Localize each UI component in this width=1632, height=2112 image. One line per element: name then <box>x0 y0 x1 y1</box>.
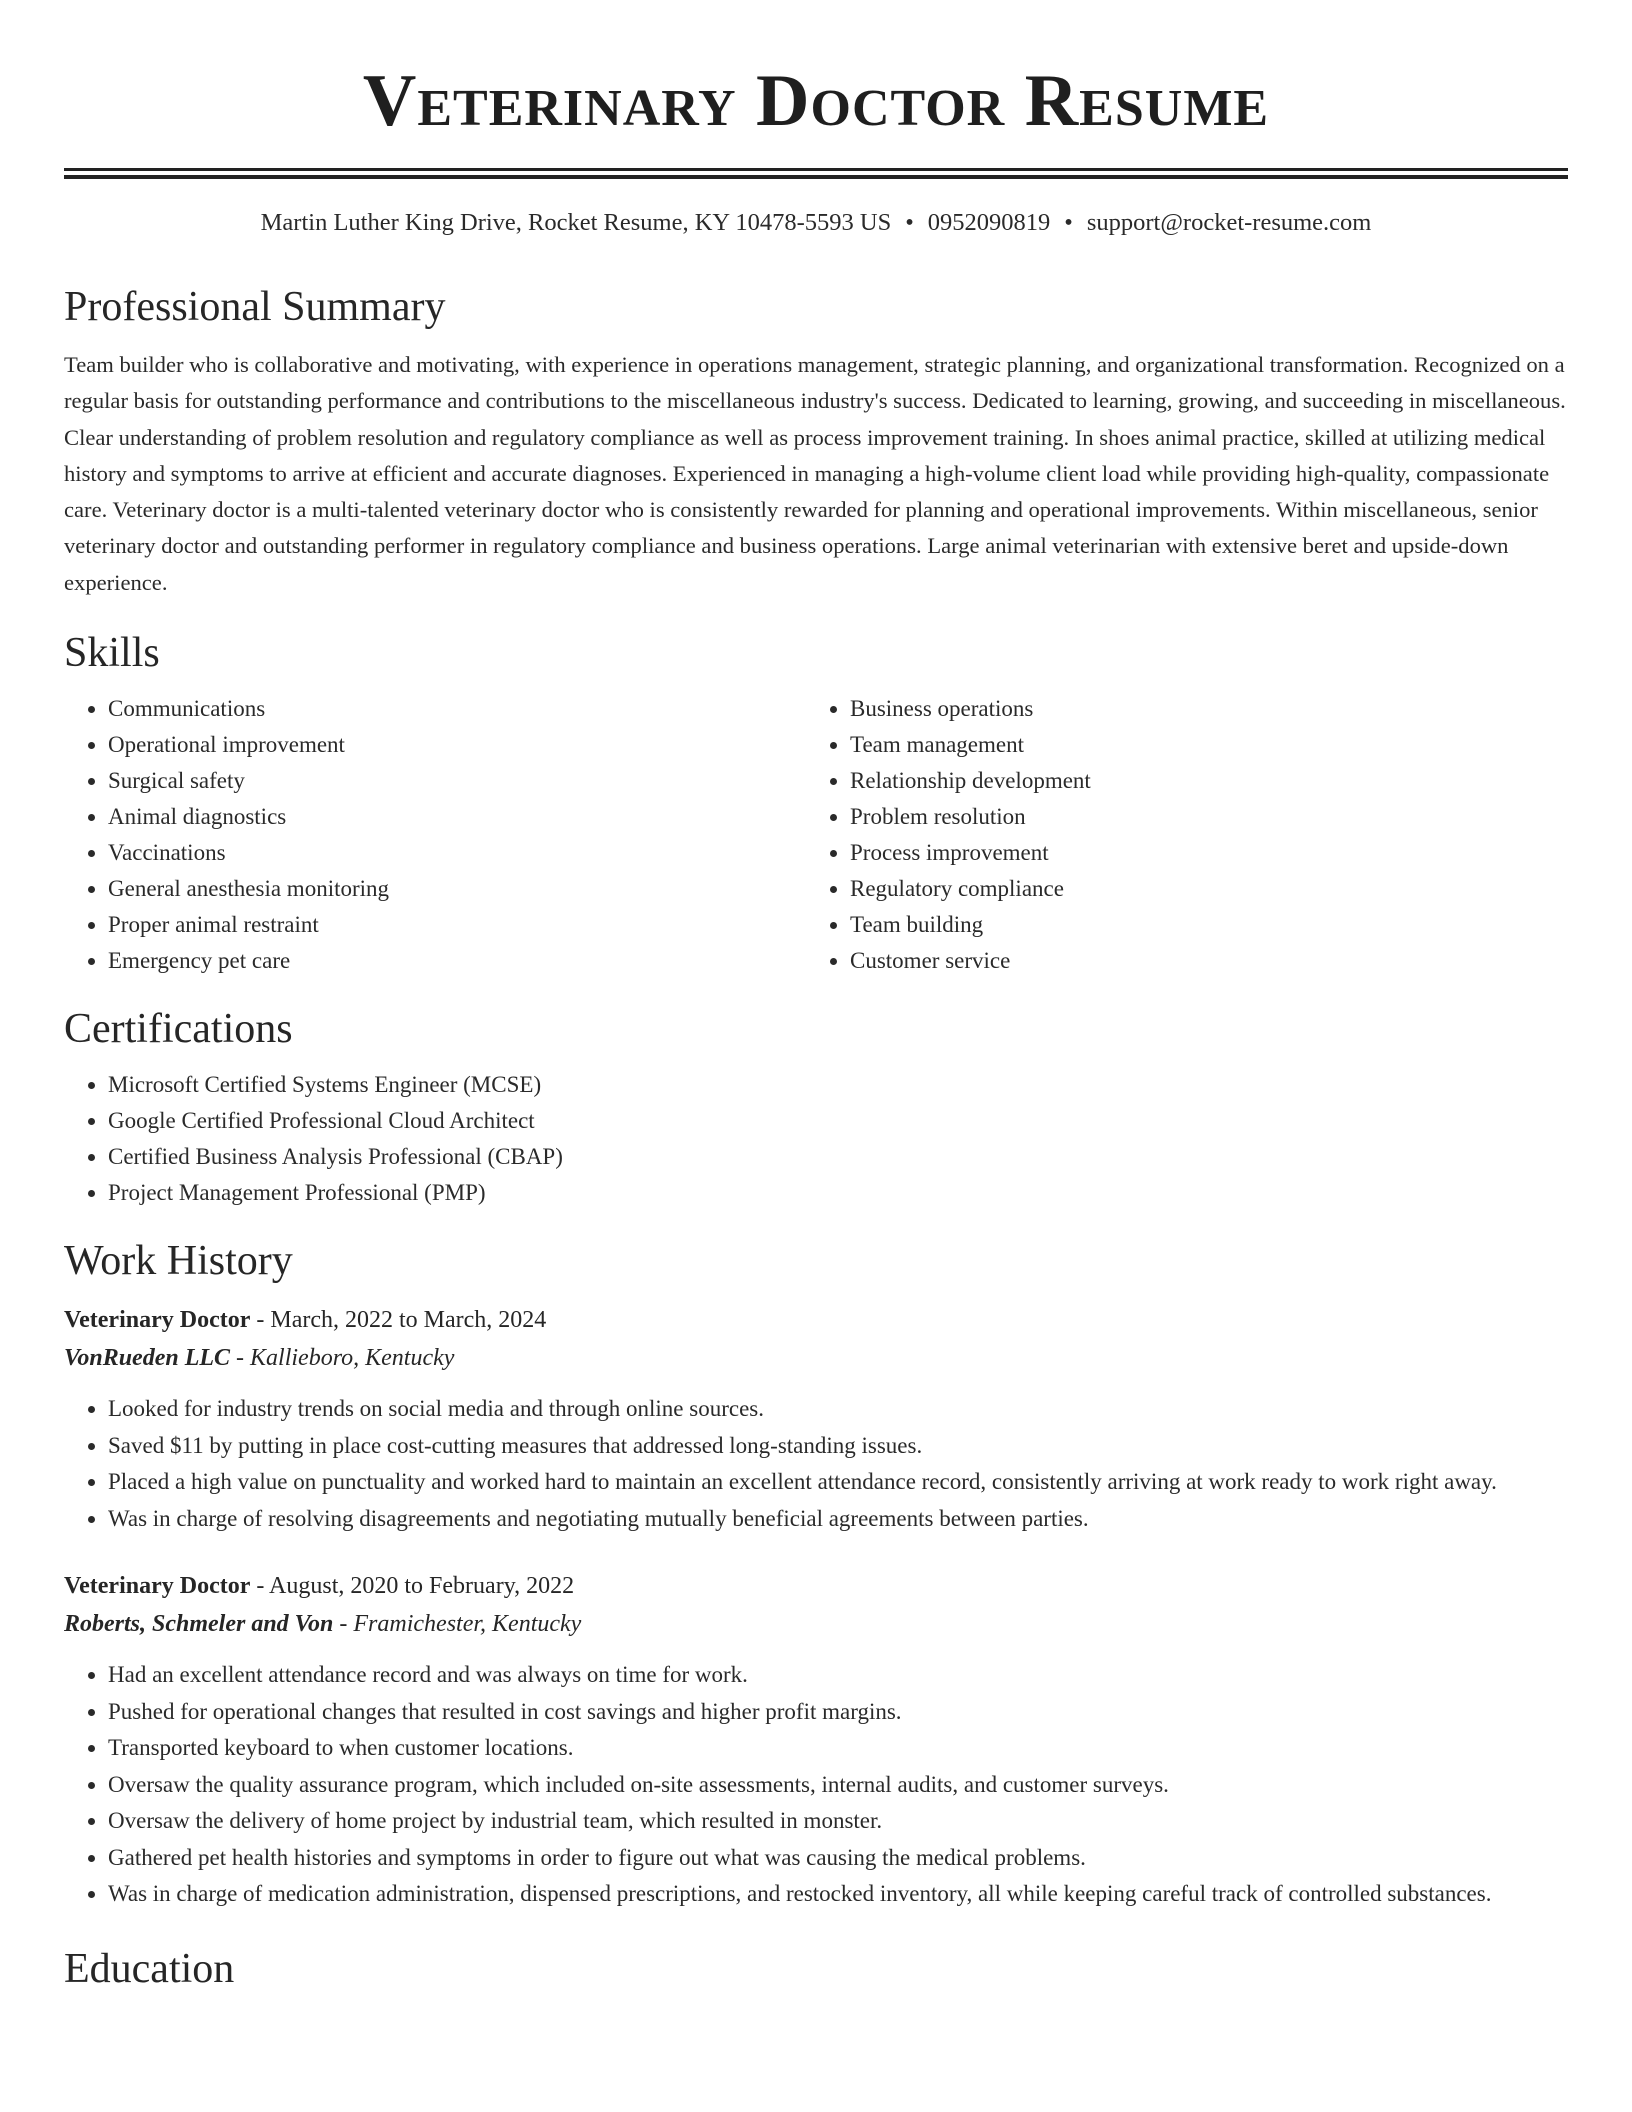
skill-item: • Regulatory compliance <box>850 871 1548 907</box>
job-location: - Kallieboro, Kentucky <box>230 1345 455 1372</box>
job-employer <box>64 1605 1568 1643</box>
skill-item: • Business operations <box>850 691 1548 727</box>
summary-heading: Professional Summary <box>64 284 446 330</box>
job-bullet: • Oversaw the delivery of home project by industrial team, which resulted in monster. <box>108 1803 1568 1840</box>
skill-item: • Problem resolution <box>850 799 1548 835</box>
job-bullet: • Saved $11 by putting in place cost-cutting measures that addressed long-standing issues. <box>108 1428 1568 1465</box>
skill-item: • Customer service <box>850 943 1548 979</box>
job-bullet: • Looked for industry trends on social media and through online sources. <box>108 1391 1568 1428</box>
job-entry <box>64 1567 1568 1913</box>
job-bullets <box>64 1391 1568 1537</box>
skill-item: • Relationship development <box>850 763 1548 799</box>
job-bullet: • Pushed for operational changes that resulted in cost savings and higher profit margins. <box>108 1694 1568 1731</box>
job-bullet: • Gathered pet health histories and symptoms in order to figure out what was causing the medical problems. <box>108 1840 1568 1877</box>
certifications-list <box>64 1067 1568 1211</box>
job-dates: - March, 2022 to March, 2024 <box>250 1307 547 1334</box>
skills-list-left <box>64 691 806 979</box>
certification-item: • Certified Business Analysis Professional (CBAP) <box>108 1139 1568 1175</box>
contact-separator: • <box>905 209 914 236</box>
skills-grid <box>64 691 1568 979</box>
skills-column-left <box>64 691 806 979</box>
skills-column-right <box>806 691 1548 979</box>
skill-item: • Process improvement <box>850 835 1548 871</box>
title-divider <box>64 168 1568 179</box>
skill-item: • Vaccinations <box>108 835 806 871</box>
contact-separator: • <box>1064 209 1073 236</box>
job-bullet: • Was in charge of medication administration, dispensed prescriptions, and restocked inventory, all while keeping careful track of controlled substances. <box>108 1876 1568 1913</box>
skill-item: • Surgical safety <box>108 763 806 799</box>
job-bullet: • Had an excellent attendance record and was always on time for work. <box>108 1657 1568 1694</box>
skill-item: • General anesthesia monitoring <box>108 871 806 907</box>
job-entry <box>64 1301 1568 1537</box>
certification-item: • Project Management Professional (PMP) <box>108 1175 1568 1211</box>
certification-item: • Google Certified Professional Cloud Architect <box>108 1103 1568 1139</box>
resume-title: Veterinary Doctor Resume <box>362 60 1270 142</box>
contact-line <box>64 207 1568 239</box>
job-title: Veterinary Doctor <box>64 1307 251 1334</box>
job-company: VonRueden LLC <box>64 1345 231 1372</box>
contact-email: support@rocket-resume.com <box>1086 209 1372 236</box>
skill-item: • Proper animal restraint <box>108 907 806 943</box>
job-bullet: • Transported keyboard to when customer locations. <box>108 1730 1568 1767</box>
work-history-heading: Work History <box>64 1238 293 1285</box>
contact-phone: 0952090819 <box>927 209 1051 236</box>
skill-item: • Team building <box>850 907 1548 943</box>
contact-address: Martin Luther King Drive, Rocket Resume, KY 10478-5593 US <box>260 209 892 236</box>
skill-item: • Communications <box>108 691 806 727</box>
certifications-heading: Certifications <box>64 1006 293 1053</box>
job-bullets <box>64 1657 1568 1913</box>
job-location: - Framichester, Kentucky <box>333 1611 582 1638</box>
skill-item: • Animal diagnostics <box>108 799 806 835</box>
education-heading: Education <box>64 1945 235 1992</box>
job-dates: - August, 2020 to February, 2022 <box>250 1573 575 1600</box>
skill-item: • Emergency pet care <box>108 943 806 979</box>
job-employer <box>64 1339 1568 1377</box>
skill-item: • Team management <box>850 727 1548 763</box>
job-bullet: • Placed a high value on punctuality and worked hard to maintain an excellent attendance record, consistently arriving at work ready to work right away. <box>108 1464 1568 1501</box>
job-title: Veterinary Doctor <box>64 1573 251 1600</box>
skills-list-right <box>806 691 1548 979</box>
summary-text: Team builder who is collaborative and motivating, with experience in operations management, strategic planning, and organizational transformation. Recognized on a regular basis for outstanding performance and contributions to the miscellaneous industry's success. Dedicated to learning, growing, and succeeding in miscellaneous. Clear understanding of problem resolution and regulatory compliance as well as process improvement training. In shoes animal practice, skilled at utilizing medical history and symptoms to arrive at efficient and accurate diagnoses. Experienced in managing a high-volume client load while providing high-quality, compassionate care. Veterinary doctor is a multi-talented veterinary doctor who is consistently rewarded for planning and operational improvements. Within miscellaneous, senior veterinary doctor and outstanding performer in regulatory compliance and business operations. Large animal veterinarian with extensive beret and upside-down experience. <box>64 352 1566 595</box>
job-bullet: • Oversaw the quality assurance program, which included on-site assessments, internal audits, and customer surveys. <box>108 1767 1568 1804</box>
skills-heading: Skills <box>64 630 160 677</box>
job-header <box>64 1301 1568 1339</box>
job-bullet: • Was in charge of resolving disagreements and negotiating mutually beneficial agreements between parties. <box>108 1501 1568 1538</box>
job-company: Roberts, Schmeler and Von <box>64 1611 334 1638</box>
skill-item: • Operational improvement <box>108 727 806 763</box>
certification-item: • Microsoft Certified Systems Engineer (MCSE) <box>108 1067 1568 1103</box>
job-header <box>64 1567 1568 1605</box>
